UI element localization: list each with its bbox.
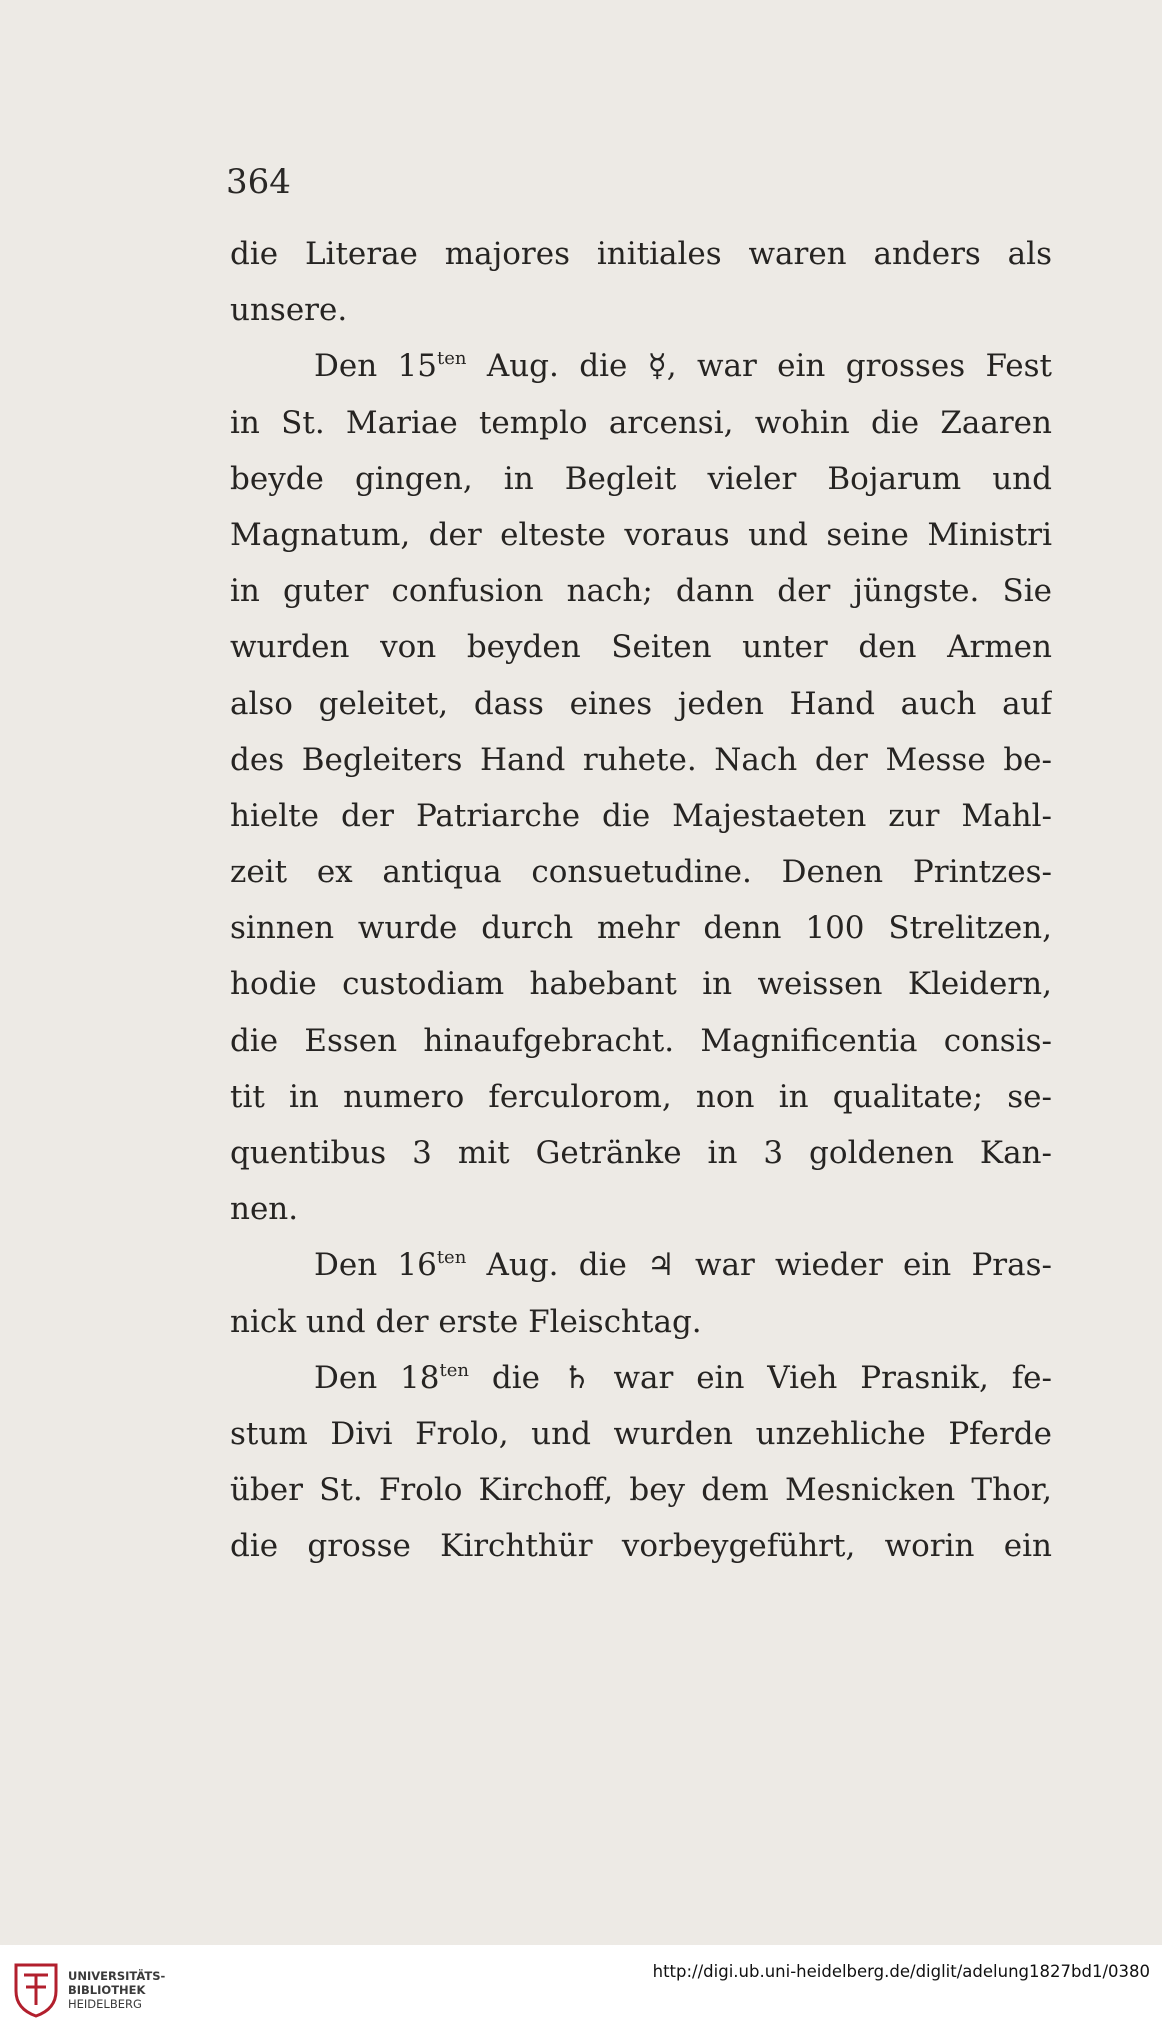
text-line: nick und der erste Fleischtag.	[230, 1303, 702, 1340]
digitization-footer	[0, 1945, 1162, 2032]
source-url-link[interactable]: http://digi.ub.uni-heidelberg.de/diglit/adelung1827bd1/0380	[652, 1962, 1150, 1981]
text-line: stum Divi Frolo, und wurden unzehliche Pferde	[230, 1415, 1052, 1452]
text-line-with-superscript	[230, 338, 1052, 394]
superscript-ten: ten	[439, 1359, 469, 1381]
text-line: beyde gingen, in Begleit vieler Bojarum und	[230, 460, 1052, 497]
text-line: die grosse Kirchthür vorbeygeführt, worin ein	[230, 1528, 1052, 1565]
text-line-with-superscript	[230, 1350, 1052, 1406]
text-line: des Begleiters Hand ruhete. Nach der Messe be-	[230, 741, 1052, 778]
logo-line: HEIDELBERG	[68, 1997, 142, 2011]
body-text	[230, 226, 1052, 1575]
line-head: Den 15	[314, 348, 437, 385]
library-seal-icon	[12, 1961, 60, 2019]
text-line: in St. Mariae templo arcensi, wohin die Zaaren	[230, 404, 1052, 441]
text-line: hielte der Patriarche die Majestaeten zur Mahl-	[230, 797, 1052, 834]
library-logo[interactable]	[12, 1961, 202, 2021]
text-line: quentibus 3 mit Getränke in 3 goldenen Kan-	[230, 1135, 1052, 1171]
text-line: die Essen hinaufgebracht. Magnificentia consis-	[230, 1022, 1052, 1059]
line-head: Den 16	[314, 1247, 437, 1284]
text-line: also geleitet, dass eines jeden Hand auch auf	[230, 685, 1052, 722]
text-line: unsere.	[230, 292, 348, 329]
library-logo-text	[68, 1969, 165, 2011]
line-tail: die ♄ war ein Vieh Prasnik, fe-	[468, 1359, 1052, 1396]
logo-line: BIBLIOTHEK	[68, 1983, 146, 1997]
line-head: Den 18	[314, 1359, 440, 1396]
line-tail: Aug. die ♃ war wieder ein Pras-	[466, 1247, 1052, 1284]
text-line: hodie custodiam habebant in weissen Kleidern,	[230, 966, 1052, 1003]
text-line: Magnatum, der elteste voraus und seine Ministri	[230, 516, 1052, 553]
superscript-ten: ten	[436, 348, 467, 370]
line-tail: Aug. die ☿, war ein grosses Fest	[466, 348, 1052, 385]
text-line: sinnen wurde durch mehr denn 100 Strelitzen,	[230, 910, 1052, 947]
text-line: wurden von beyden Seiten unter den Armen	[230, 629, 1052, 666]
superscript-ten: ten	[436, 1247, 467, 1269]
text-line: nen.	[230, 1191, 299, 1228]
page-number: 364	[226, 162, 291, 202]
text-line: über St. Frolo Kirchoff, bey dem Mesnicken Thor,	[230, 1472, 1052, 1509]
logo-line: UNIVERSITÄTS-	[68, 1969, 166, 1983]
text-line: zeit ex antiqua consuetudine. Denen Printzes-	[230, 854, 1052, 891]
text-line-with-superscript	[230, 1237, 1052, 1293]
text-line: tit in numero ferculorom, non in qualitate; se-	[230, 1078, 1052, 1115]
text-line: die Literae majores initiales waren anders als	[230, 236, 1052, 272]
text-line: in guter confusion nach; dann der jüngste. Sie	[230, 573, 1052, 610]
